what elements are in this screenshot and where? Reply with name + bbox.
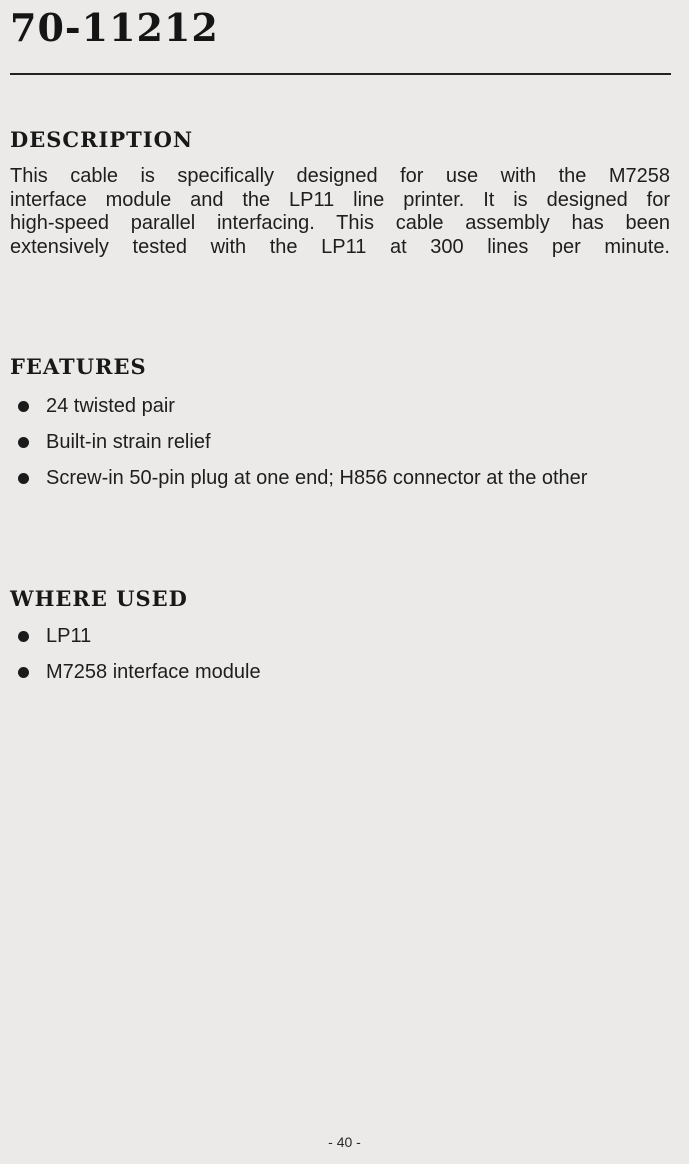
list-item [18, 392, 587, 428]
list-item [18, 658, 261, 694]
description-line: This cable is specifically designed for use with the M7258 [10, 165, 670, 187]
description-line: high-speed parallel interfacing. This cable assembly has been [10, 212, 670, 234]
title-divider [10, 73, 671, 75]
bullet-icon [18, 437, 29, 448]
description-line: interface module and the LP11 line printer. It is designed for [10, 188, 670, 211]
bullet-icon [18, 401, 29, 412]
bullet-icon [18, 667, 29, 678]
list-item [18, 464, 587, 500]
list-item-text: Built-in strain relief [46, 431, 211, 453]
list-item [18, 428, 587, 464]
list-item [18, 622, 261, 658]
list-item-text: 24 twisted pair [46, 395, 175, 417]
bullet-icon [18, 631, 29, 642]
description-line: extensively tested with the LP11 at 300 lines per minute. [10, 235, 670, 258]
bullet-icon [18, 473, 29, 484]
description-heading: DESCRIPTION [10, 127, 194, 152]
features-heading: FEATURES [10, 354, 147, 379]
page-number: - 40 - [328, 1134, 361, 1150]
page-title: 70-11212 [10, 5, 219, 50]
list-item-text: LP11 [46, 625, 92, 647]
list-item-text: Screw-in 50-pin plug at one end; H856 connector at the other [46, 467, 588, 489]
list-item-text: M7258 interface module [46, 661, 261, 683]
where-used-list [18, 622, 261, 694]
description-paragraph [10, 165, 670, 259]
features-list [18, 392, 587, 500]
where-used-heading: WHERE USED [10, 586, 188, 611]
